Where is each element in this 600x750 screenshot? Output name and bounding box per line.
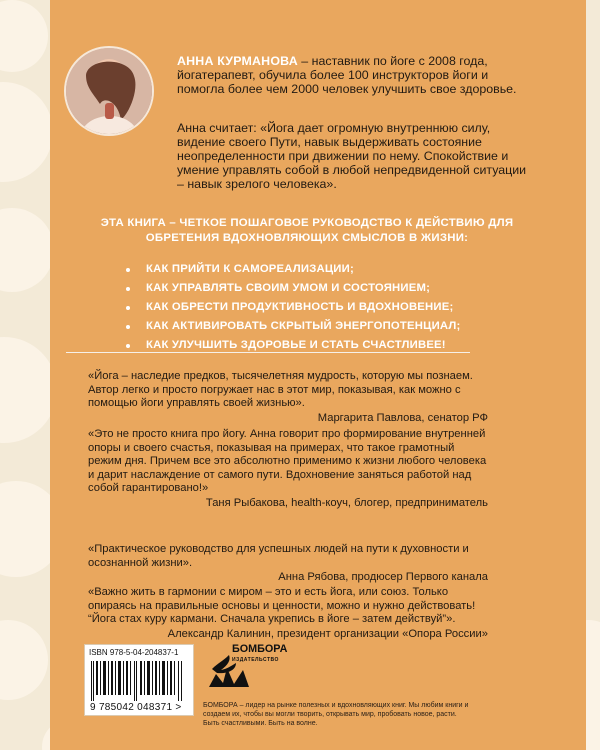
review-card — [88, 586, 488, 641]
benefit-item: КАК АКТИВИРОВАТЬ СКРЫТЫЙ ЭНЕРГОПОТЕНЦИАЛ; — [118, 317, 588, 336]
barcode-icon — [91, 661, 187, 701]
review-author: Таня Рыбакова, health-коуч, блогер, предприниматель — [205, 496, 488, 509]
isbn-number: ISBN 978-5-04-204837-1 — [89, 648, 179, 657]
review-author: Маргарита Павлова, сенатор РФ — [317, 411, 488, 424]
publisher-label: ИЗДАТЕЛЬСТВО — [232, 657, 279, 663]
review-author: Александр Калинин, президент организации «Опора России» — [167, 627, 488, 640]
benefits-list — [118, 260, 588, 355]
review-card — [88, 370, 488, 425]
section-divider — [66, 352, 470, 353]
publisher-name: БОМБОРА — [232, 643, 288, 655]
isbn-barcode — [84, 644, 194, 716]
book-intro-heading: ЭТА КНИГА – ЧЕТКОЕ ПОШАГОВОЕ РУКОВОДСТВО К ДЕЙСТВИЮ ДЛЯ ОБРЕТЕНИЯ ВДОХНОВЛЯЮЩИХ СМЫСЛОВ В ЖИЗНИ: — [100, 217, 514, 244]
author-bio-text: – наставник по йоге с 2008 года, йогатерапевт, обучила более 100 инструкторов йоги и помогла более чем 2000 человек улучшить свое здоровье. — [177, 54, 517, 96]
review-card — [88, 543, 488, 585]
author-quote: Анна считает: «Йога дает огромную внутреннюю силу, видение своего Пути, навык выдерживать состояние неопределенности при движении по нему. Спокойствие и умение управлять собой в любой непредвиденной ситуации – навык зрелого человека». — [177, 121, 527, 191]
review-text: «Йога – наследие предков, тысячелетняя мудрость, которую мы познаем. Автор легко и просто погружает нас в этот мир, показывая, как можно с помощью йоги управлять своей жизнью». — [88, 370, 473, 409]
review-text: «Практическое руководство для успешных людей на пути к духовности и осознанной жизни». — [88, 543, 469, 569]
benefit-item: КАК УПРАВЛЯТЬ СВОИМ УМОМ И СОСТОЯНИЕМ; — [118, 279, 588, 298]
benefit-item: КАК УЛУЧШИТЬ ЗДОРОВЬЕ И СТАТЬ СЧАСТЛИВЕЕ! — [118, 336, 588, 355]
review-text: «Это не просто книга про йогу. Анна говорит про формирование внутренней опоры и своего счастья, показывая на примерах, что такое грамотный режим дня. Причем все это абсолютно применимо к жизни любого человека и дарит наслаждение от самого пути. Вдохновение заняться работой над собой гарантировано!» — [88, 428, 487, 494]
benefit-item: КАК ОБРЕСТИ ПРОДУКТИВНОСТЬ И ВДОХНОВЕНИЕ; — [118, 298, 588, 317]
review-text: «Важно жить в гармонии с миром – это и есть йога, или союз. Только опираясь на правильные основы и ценности, можно и нужно действовать! “Йога стах куру кармани. Сначала укрепись в йоге – затем действуй”». — [88, 586, 476, 625]
author-bio — [177, 54, 532, 96]
barcode-digits: 9 785042 048371 > — [90, 702, 182, 713]
review-author: Анна Рябова, продюсер Первого канала — [278, 571, 488, 583]
publisher-description: БОМБОРА – лидер на рынке полезных и вдохновляющих книг. Мы любим книги и создаем их, чтобы вы могли творить, открывать мир, пробовать новое, расти. Быть счастливыми. Быть на волне. — [203, 702, 469, 727]
author-photo — [64, 46, 154, 136]
author-name: АННА КУРМАНОВА — [177, 54, 298, 68]
benefit-item: КАК ПРИЙТИ К САМОРЕАЛИЗАЦИИ; — [118, 260, 588, 279]
review-card — [88, 428, 488, 510]
